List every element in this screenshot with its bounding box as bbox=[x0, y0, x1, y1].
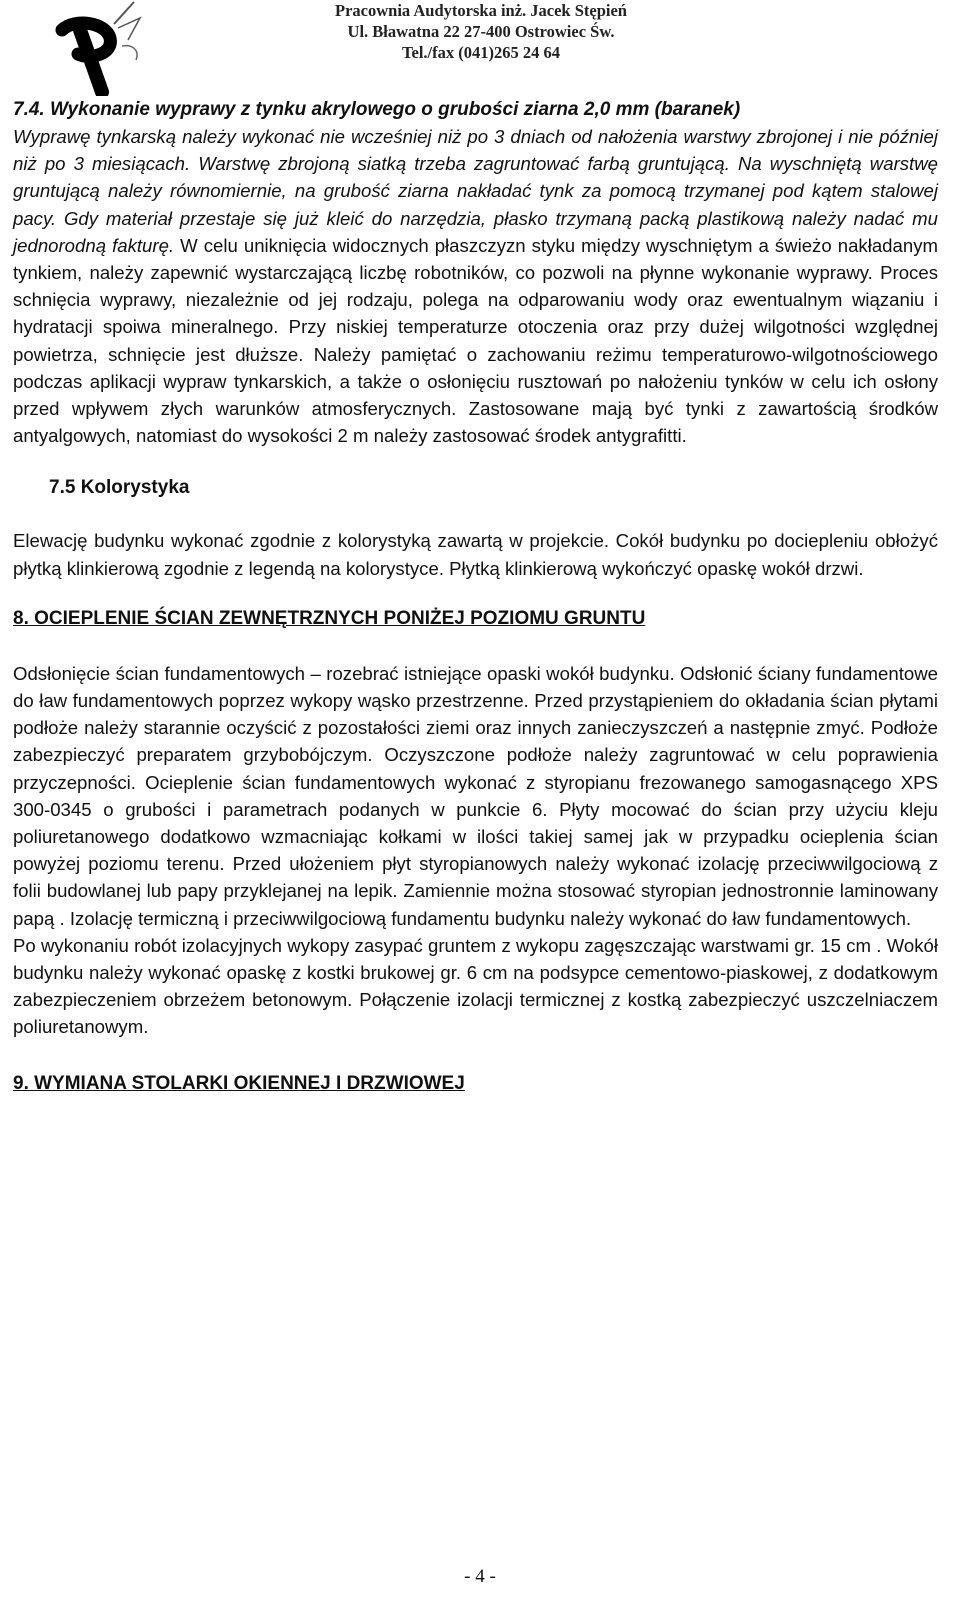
section-8-paragraph-2: Po wykonaniu robót izolacyjnych wykopy zasypać gruntem z wykopu zagęszczając warstwami gr. 15 cm . Wokół budynku należy wykonać opaskę z kostki brukowej gr. 6 cm na podsypce cementowo-piaskowej, z dodatkowym zabezpieczeniem obrzeżem betonowym. Połączenie izolacji termicznej z kostką zabezpieczyć uszczelniaczem poliuretanowym. bbox=[13, 934, 938, 1038]
company-logo-icon bbox=[44, 0, 154, 96]
section-7-5-text: Elewację budynku wykonać zgodnie z kolorystyką zawartą w projekcie. Cokół budynku po dociepleniu obłożyć płytką klinkierową zgodnie z legendą na kolorystyce. Płytką klinkierową wykończyć opaskę wokół drzwi. bbox=[13, 530, 938, 579]
header-street: Ul. Bławatna 22 27-400 Ostrowiec Św. bbox=[347, 22, 615, 41]
document-body bbox=[13, 96, 938, 1095]
section-7-4-heading: 7.4. Wykonanie wyprawy z tynku akrylowego o grubości ziarna 2,0 mm (baranek) bbox=[13, 99, 741, 120]
page-number: - 4 - bbox=[464, 1566, 496, 1587]
header-address bbox=[286, 0, 676, 63]
section-7-4-italic-text: Wyprawę tynkarską należy wykonać nie wcześniej niż po 3 dniach od nałożenia warstwy zbrojonej i nie później niż po 3 miesiącach. Warstwę zbrojoną siatką trzeba zagruntować farbą gruntującą. Na wyschniętą warstwę gruntującą należy równomiernie, na grubość ziarna nakładać tynk za pomocą trzymanej pod kątem stalowej pacy. Gdy materiał przestaje się już kleić do narzędzia, płasko trzymaną packą plastikową należy nadać mu jednorodną fakturę. bbox=[13, 126, 938, 256]
section-7-4-normal-text: W celu uniknięcia widocznych płaszczyzn styku między wyschniętym a świeżo nakładanym tynkiem, należy zapewnić wystarczającą liczbę robotników, co pozwoli na płynne wykonanie wyprawy. Proces schnięcia wyprawy, niezależnie od jej rodzaju, polega na odparowaniu wody oraz ewentualnym wiązaniu i hydratacji spoiwa mineralnego. Przy niskiej temperaturze otoczenia oraz przy dużej wilgotności względnej powietrza, schnięcie jest dłuższe. Należy pamiętać o zachowaniu reżimu temperaturowo-wilgotnościowego podczas aplikacji wypraw tynkarskich, a także o osłonięciu rusztowań po nałożeniu tynków w celu ich osłony przed wpływem złych warunków atmosferycznych. Zastosowane mają być tynki z zawartością środków antyalgowych, natomiast do wysokości 2 m należy zastosować środek antygrafitti. bbox=[13, 234, 938, 447]
header-company-name: Pracownia Audytorska inż. Jacek Stępień bbox=[335, 1, 627, 20]
section-7-4-text bbox=[13, 123, 938, 449]
page-header bbox=[0, 0, 960, 90]
section-9-heading: 9. WYMIANA STOLARKI OKIENNEJ I DRZWIOWEJ bbox=[13, 1072, 465, 1094]
section-7-5-heading: 7.5 Kolorystyka bbox=[49, 477, 190, 499]
section-8-heading: 8. OCIEPLENIE ŚCIAN ZEWNĘTRZNYCH PONIŻEJ POZIOMU GRUNTU bbox=[13, 607, 646, 629]
header-phone: Tel./fax (041)265 24 64 bbox=[402, 43, 560, 62]
section-8-paragraph-1: Odsłonięcie ścian fundamentowych – rozebrać istniejące opaski wokół budynku. Odsłonić ściany fundamentowe do ław fundamentowych poprzez wykopy wąsko przestrzenne. Przed przystąpieniem do okładania ścian płytami podłoże należy starannie oczyścić z pozostałości ziemi oraz innych zanieczyszczeń a następnie zmyć. Podłoże zabezpieczyć preparatem grzybobójczym. Oczyszczone podłoże należy zagruntować w celu poprawienia przyczepności. Ocieplenie ścian fundamentowych wykonać z styropianu frezowanego samogasnącego XPS 300-0345 o grubości i parametrach podanych w punkcie 6. Płyty mocować do ścian przy użyciu kleju poliuretanowego dodatkowo wzmacniając kołkami w ilości takiej samej jak w przypadku ocieplenia ścian powyżej poziomu terenu. Przed ułożeniem płyt styropianowych należy wykonać izolację przeciwwilgociową z folii budowlanej lub papy przyklejanej na lepik. Zamiennie można stosować styropian jednostronnie laminowany papą . Izolację termiczną i przeciwwilgociową fundamentu budynku należy wykonać do ław fundamentowych. bbox=[13, 662, 938, 929]
